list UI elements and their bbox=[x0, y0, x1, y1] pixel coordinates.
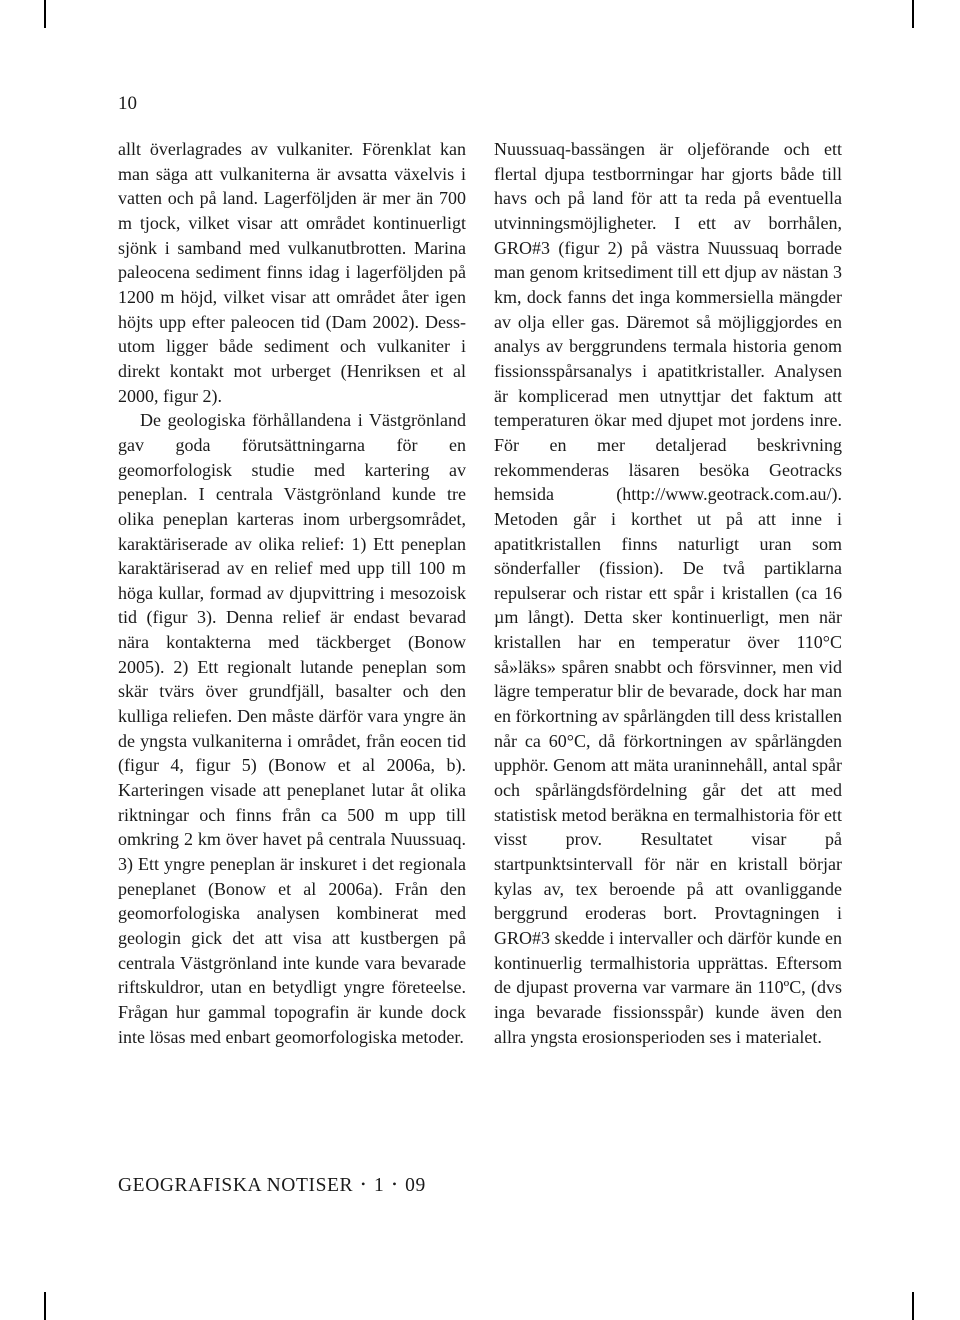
separator-dot: • bbox=[361, 1177, 366, 1191]
crop-mark-top-left bbox=[44, 0, 46, 28]
crop-mark-top-right bbox=[912, 0, 914, 28]
crop-mark-bottom-right bbox=[912, 1292, 914, 1320]
volume-number: 1 bbox=[373, 1175, 385, 1196]
separator-dot: • bbox=[392, 1177, 398, 1191]
paragraph: Nuussuaq-bassängen är oljeförande och ett flertal djupa testborrningar har gjorts både till havs och på land för att ta reda på eventuella utvinningsmöjligheter. I ett av borrhålen, GRO#3 (figur 2) på västra Nuussuaq borrade man genom kritsediment till ett djup av nästan 3 km, dock fanns det inga kommersiella mängder av olja eller gas. Däremot så möjliggjordes en analys av berggrundens termala historia genom fissionsspårsanalys i apatitkristaller. Analysen är komplicerad men utnyttjar det faktum att temperaturen ökar med djupet mot jordens inre. För en mer detaljerad beskrivning rekommenderas läsaren besöka Geotracks hemsida (http://www.geotrack.com.au/). Metoden går i korthet ut på att inne i apatitkristallen finns naturligt uran som sönderfaller (fission). De två partiklarna repulserar och ristar ett spår i kristallen (ca 16 µm långt). Detta sker kontinuerligt, men när kristallen har en temperatur över 110°C så»läks» spåren snabbt och försvinner, men vid lägre temperatur blir de bevarade, dock har man en förkortning av spårlängden till dess kristallen når ca 60°C, då förkortningen av spårlängden upphör. Genom att mäta uraninnehåll, antal spår och spårlängdsfördelning går det att med statistisk metod beräkna en termalhistoria för ett visst prov. Resultatet visar på startpunktsintervall för när en kristall börjar kylas av, tex beroende på att ovanliggande berggrund eroderas bort. Provtagningen i GRO#3 skedde i intervaller och därför kunde en kontinuerlig termalhistoria upprättas. Eftersom de djupast proverna var varmare än 110ºC, (dvs inga bevarade fissionsspår) kunde även den allra yngsta erosionsperioden ses i materialet. bbox=[494, 139, 842, 1047]
year-number: 09 bbox=[405, 1175, 426, 1196]
right-column bbox=[494, 137, 842, 1049]
left-column bbox=[118, 137, 466, 1049]
crop-mark-bottom-left bbox=[44, 1292, 46, 1320]
paragraph: De geologiska förhållandena i Västgrönland gav goda förutsättningarna för en geomorfologisk studie med kartering av peneplan. I centrala Västgrönland kunde tre olika peneplan karteras inom urbergsområdet, karaktäriserade av olika relief: 1) Ett peneplan karaktäriserad av en relief med upp till 100 m höga kullar, formad av djupvittring i mesozoisk tid (figur 3). Denna relief är endast bevarad nära kontakterna med täckberget (Bonow 2005). 2) Ett regionalt lutande peneplan som skär tvärs över grundfjäll, basalter och den kulliga reliefen. Den måste därför vara yngre än de yngsta vulkaniterna i området, från eocen tid (figur 4, figur 5) (Bonow et al 2006a, b). Karteringen visade att peneplanet lutar åt olika riktningar och finns från ca 500 m upp till omkring 2 km över havet på centrala Nuussuaq. 3) Ett yngre peneplan är inskuret i det regionala peneplanet (Bonow et al 2006a). Från den geomorfologiska analysen kombinerat med geologin gick det att visa att kustbergen på centrala Västgrönland inte kunde vara bevarade riftskuldror, utan en betydligt yngre företeelse. Frågan hur gammal topografin är kunde dock inte lösas med enbart geomorfologiska metoder. bbox=[118, 410, 466, 1047]
journal-name: GEOGRAFISKA NOTISER bbox=[118, 1175, 354, 1196]
footer-running-title bbox=[118, 1172, 426, 1198]
page-number: 10 bbox=[118, 93, 137, 114]
paragraph: allt överlagrades av vulkaniter. Förenklat kan man säga att vulkaniterna är avsatta växelvis i vatten och på land. Lagerföljden är mer än 700 m tjock, vilket visar att området kontinuerligt sjönk i samband med vulkanutbrotten. Marina paleocena sediment finns idag i lagerföljden på 1200 m höjd, vilket visar att området åter igen höjts upp efter paleocen tid (Dam 2002). Dessutom ligger både sediment och vulkaniter i direkt kontakt mot urberget (Henriksen et al 2000, figur 2). bbox=[118, 139, 466, 406]
